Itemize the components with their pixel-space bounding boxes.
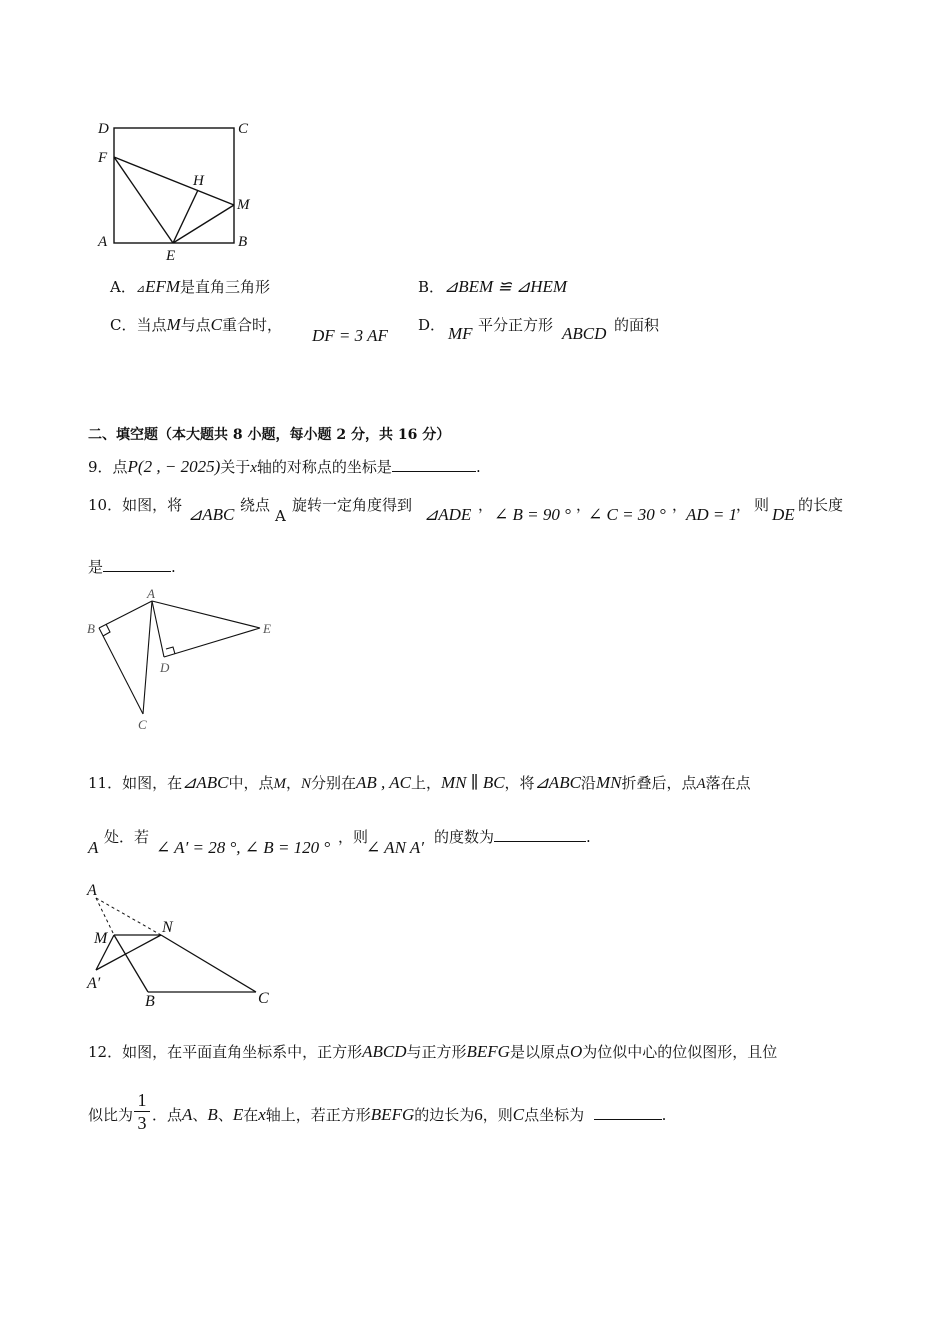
q12-sep-2: 、 bbox=[217, 1106, 233, 1124]
label-b: B bbox=[238, 234, 248, 250]
option-c-m: M bbox=[166, 315, 181, 334]
square-abcd bbox=[114, 128, 234, 243]
q11-line-1 bbox=[88, 772, 751, 793]
option-c-math: DF = 3 AF bbox=[312, 326, 388, 345]
q12-text-8: 轴上，若正方形 bbox=[265, 1106, 371, 1124]
label-e: E bbox=[166, 248, 176, 264]
q12-sep-1: 、 bbox=[192, 1106, 208, 1124]
option-d-math-mf: MF bbox=[448, 324, 473, 343]
q12-line-1 bbox=[88, 1041, 777, 1062]
q12-a: A bbox=[182, 1105, 193, 1124]
q12-text-5: 似比为 bbox=[88, 1106, 134, 1124]
q10-text-2: 绕点 bbox=[240, 496, 271, 514]
q9-text-2: 轴的对称点的坐标是 bbox=[256, 458, 392, 476]
label-d: D bbox=[98, 121, 109, 137]
q10-text-5: 的长度 bbox=[798, 496, 844, 514]
label-b: B bbox=[145, 993, 155, 1010]
q12-text-4: 为位似中心的位似图形，且位 bbox=[582, 1043, 778, 1061]
q11-answer-blank[interactable] bbox=[494, 827, 586, 842]
segment-ae bbox=[152, 601, 260, 628]
q11-text-10: ，则 bbox=[338, 828, 369, 846]
option-c-c: C bbox=[210, 315, 223, 334]
q11-m: M bbox=[273, 776, 286, 792]
figure-fold bbox=[84, 878, 284, 1013]
q11-n: N bbox=[300, 776, 311, 792]
q9-number: 9．点 bbox=[88, 458, 128, 476]
label-a: A bbox=[87, 882, 97, 899]
option-d[interactable] bbox=[418, 314, 445, 335]
q11-text-2: 中，点 bbox=[228, 774, 274, 792]
q11-mn-parallel-bc: MN ∥ BC bbox=[440, 773, 505, 792]
q12-text-7: 在 bbox=[243, 1106, 259, 1124]
segment-fe bbox=[114, 157, 173, 243]
q11-end: . bbox=[586, 828, 591, 846]
label-n: N bbox=[162, 919, 173, 936]
q10-text-1: 10．如图，将 bbox=[88, 496, 183, 514]
q12-end: . bbox=[661, 1106, 667, 1124]
q10-triangle-ade: ⊿ADE bbox=[424, 505, 472, 524]
q10-ad: AD = 1 bbox=[686, 505, 738, 524]
q12-text-11: 点坐标为 bbox=[524, 1106, 585, 1124]
option-c-text-1: C．当点 bbox=[110, 316, 167, 334]
label-d: D bbox=[160, 660, 170, 675]
option-b[interactable] bbox=[418, 276, 567, 297]
q11-a: A bbox=[696, 776, 706, 792]
q12-six: 6 bbox=[474, 1105, 483, 1124]
q12-text-2: 与正方形 bbox=[406, 1043, 467, 1061]
q12-b: B bbox=[207, 1105, 218, 1124]
q11-triangle-abc-1: ⊿ABC bbox=[182, 773, 229, 792]
segment-de bbox=[164, 628, 260, 657]
fraction-bar bbox=[134, 1111, 150, 1112]
q11-angle-ana: ∠ AN A′ bbox=[366, 838, 424, 857]
q11-triangle-abc-2: ⊿ABC bbox=[534, 773, 581, 792]
option-b-label: B． bbox=[418, 278, 445, 296]
segment-ad bbox=[152, 601, 164, 657]
label-a-prime: A′ bbox=[87, 975, 101, 992]
option-a-text: 是直角三角形 bbox=[180, 278, 271, 296]
q10-answer-blank[interactable] bbox=[103, 557, 171, 572]
option-b-math: ⊿BEM ≌ ⊿HEM bbox=[444, 277, 568, 296]
q11-text-5: ，将 bbox=[504, 774, 535, 792]
q12-answer-blank[interactable] bbox=[594, 1105, 662, 1120]
q10-line-2 bbox=[88, 556, 176, 577]
q12-c: C bbox=[512, 1105, 525, 1124]
q12-text-10: ，则 bbox=[482, 1106, 513, 1124]
q11-text-9: 处．若 bbox=[104, 828, 150, 846]
q12-abcd: ABCD bbox=[362, 1042, 407, 1061]
q12-e: E bbox=[232, 1105, 244, 1124]
option-c[interactable] bbox=[110, 314, 282, 335]
label-c: C bbox=[258, 990, 269, 1007]
q12-text-9: 的边长为 bbox=[414, 1106, 475, 1124]
section-heading: 二、填空题（本大题共 8 小题，每小题 2 分，共 16 分） bbox=[88, 427, 451, 443]
q11-a-prime: A bbox=[88, 838, 99, 857]
q12-befg: BEFG bbox=[466, 1042, 510, 1061]
q10-text-6: 是 bbox=[88, 558, 104, 576]
label-m: M bbox=[237, 197, 250, 213]
q10-comma-4: ， bbox=[736, 496, 752, 514]
option-d-label: D． bbox=[418, 316, 446, 334]
q12-befg-2: BEFG bbox=[370, 1105, 415, 1124]
q12-o: O bbox=[569, 1042, 583, 1061]
q11-mn: MN bbox=[595, 773, 622, 792]
q10-angle-b: ∠ B = 90 ° bbox=[494, 505, 571, 524]
q11-text-11 bbox=[434, 826, 591, 847]
triangle-symbol: ⊿ bbox=[135, 282, 146, 295]
fraction-numerator: 1 bbox=[137, 1090, 147, 1110]
question-9 bbox=[88, 456, 481, 477]
q9-end: . bbox=[475, 458, 481, 476]
segment-mb bbox=[114, 935, 148, 992]
q11-text-11-label: 的度数为 bbox=[434, 828, 495, 846]
option-a[interactable] bbox=[110, 276, 270, 297]
q10-end: . bbox=[171, 558, 176, 576]
q11-text-4: 上， bbox=[410, 774, 441, 792]
segment-ac bbox=[143, 601, 152, 714]
label-c: C bbox=[238, 121, 249, 137]
segment-fm bbox=[114, 157, 234, 205]
q10-comma-2: ， bbox=[576, 496, 592, 514]
option-a-math: EFM bbox=[145, 277, 180, 296]
q9-point: P(2 , − 2025) bbox=[127, 457, 221, 476]
option-d-math-abcd: ABCD bbox=[562, 324, 607, 343]
q11-comma: ， bbox=[285, 774, 301, 792]
q11-ab-ac: AB , AC bbox=[356, 773, 411, 792]
label-h: H bbox=[193, 173, 204, 189]
label-c: C bbox=[138, 717, 147, 732]
q10-angle-c: ∠ C = 30 ° bbox=[588, 505, 666, 524]
q11-text-3: 分别在 bbox=[311, 774, 357, 792]
q12-line-2 bbox=[152, 1104, 666, 1125]
q11-text-8: 落在点 bbox=[705, 774, 751, 792]
option-c-text-3: 重合时， bbox=[222, 316, 283, 334]
label-f: F bbox=[98, 150, 108, 166]
q12-text-6: ．点 bbox=[152, 1106, 183, 1124]
q12-x: x bbox=[258, 1105, 266, 1124]
q9-answer-blank[interactable] bbox=[392, 457, 476, 472]
figure-square-abcd bbox=[92, 115, 262, 265]
q11-text-6: 沿 bbox=[580, 774, 596, 792]
option-c-text-2: 与点 bbox=[180, 316, 211, 334]
figure-rotation bbox=[84, 585, 284, 735]
segment-bc bbox=[99, 628, 143, 714]
q11-angles: ∠ A′ = 28 °, ∠ B = 120 ° bbox=[156, 838, 331, 857]
right-angle-d bbox=[166, 647, 175, 654]
q10-text-4: 则 bbox=[754, 496, 770, 514]
label-a: A bbox=[147, 586, 155, 601]
q10-comma-1: ， bbox=[478, 496, 494, 514]
q12-fraction bbox=[134, 1091, 150, 1132]
q10-de: DE bbox=[772, 505, 795, 524]
label-b: B bbox=[87, 621, 95, 636]
option-d-text-1: 平分正方形 bbox=[478, 316, 554, 334]
q12-text-3: 是以原点 bbox=[509, 1043, 570, 1061]
q9-x: x bbox=[250, 460, 257, 476]
q11-text-7: 折叠后，点 bbox=[621, 774, 697, 792]
q10-comma-3: ， bbox=[672, 496, 688, 514]
label-e: E bbox=[263, 621, 271, 636]
q10-triangle-abc: ⊿ABC bbox=[188, 505, 235, 524]
q9-text-1: 关于 bbox=[220, 458, 251, 476]
label-a: A bbox=[98, 234, 108, 250]
q11-text-1: 11．如图，在 bbox=[88, 774, 183, 792]
segment-ab bbox=[99, 601, 152, 628]
segment-nc bbox=[161, 935, 256, 992]
label-m: M bbox=[94, 930, 108, 947]
option-d-text-2: 的面积 bbox=[614, 316, 660, 334]
fraction-denominator: 3 bbox=[137, 1113, 147, 1133]
q10-point-a: A bbox=[275, 507, 286, 525]
q10-text-3: 旋转一定角度得到 bbox=[292, 496, 413, 514]
q12-text-1: 12．如图，在平面直角坐标系中，正方形 bbox=[88, 1043, 363, 1061]
option-a-label: A． bbox=[110, 278, 136, 296]
